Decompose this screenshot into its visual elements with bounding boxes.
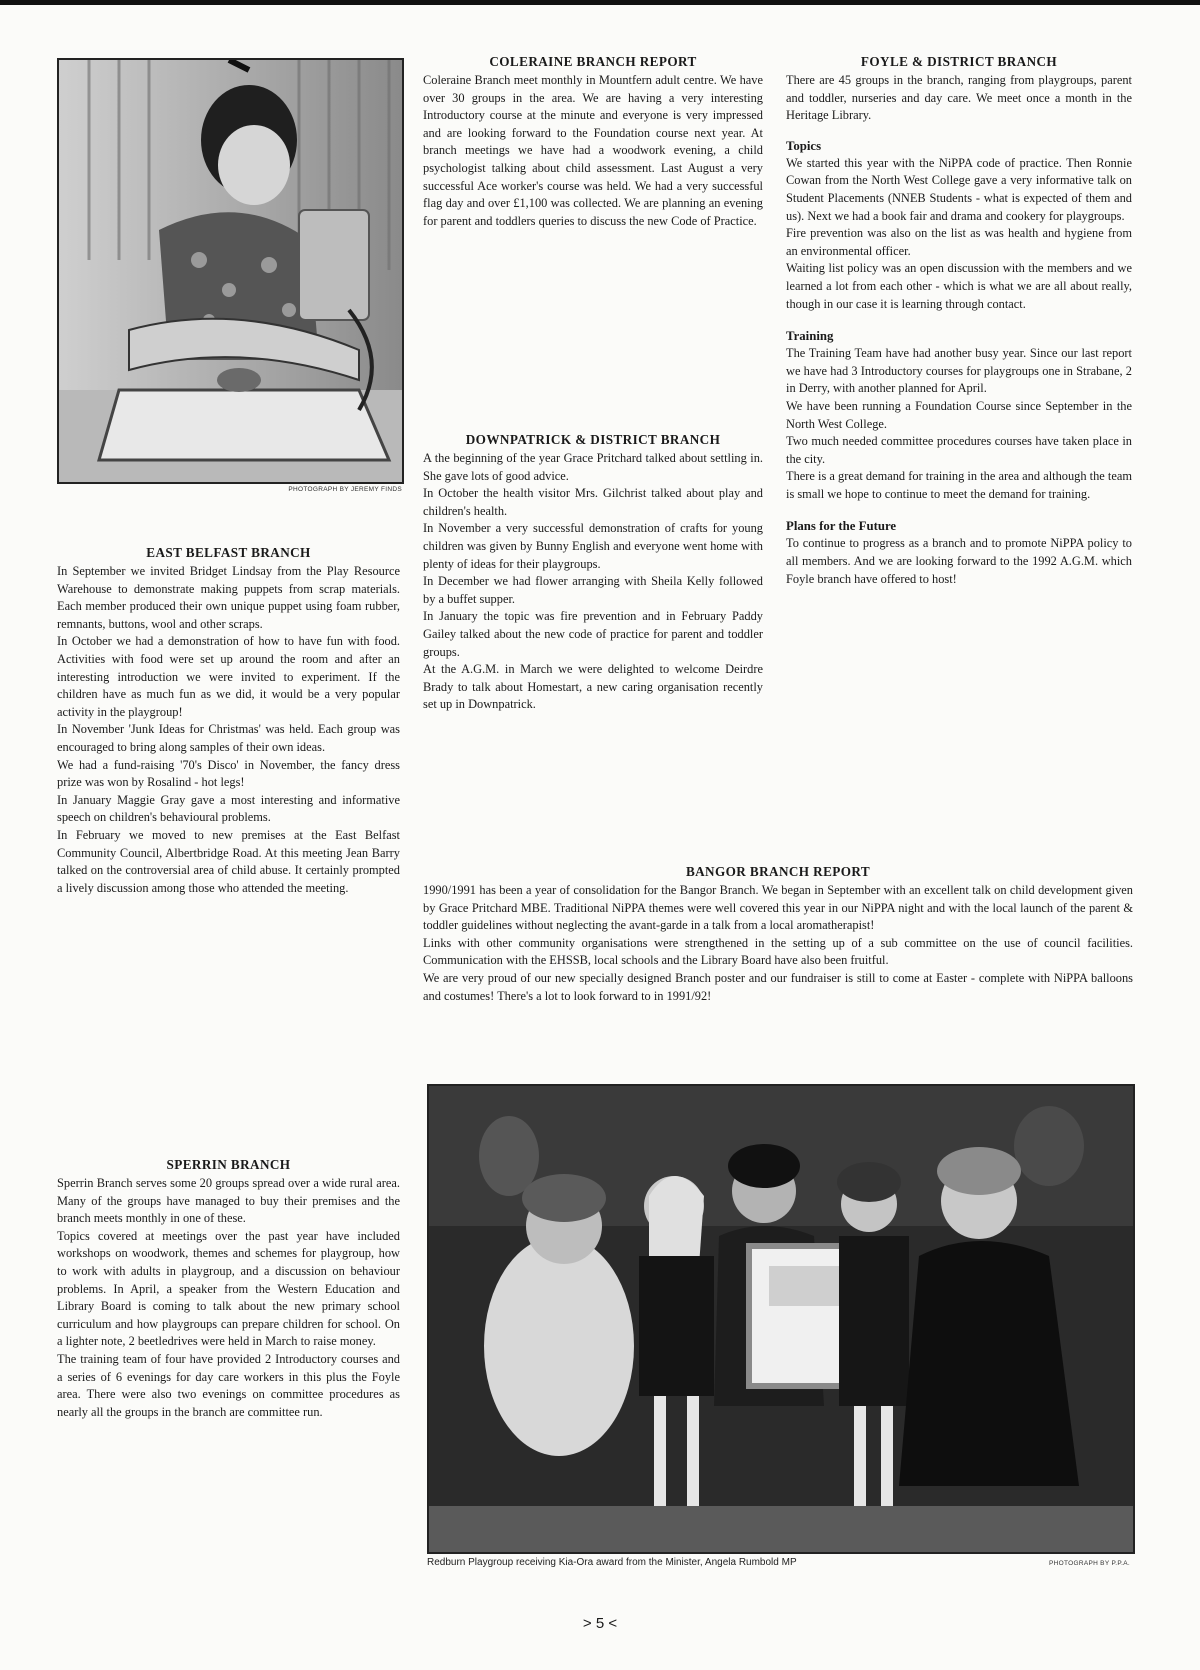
coleraine-para: Coleraine Branch meet monthly in Mountfern adult centre. We have over 30 groups in the area. We are having a very interesting Introductory course at the minute and everyone is very impressed and are looking forward to the Foundation course next year. At branch meetings we have had a woodwork evening, a child psychologist talking about child assessment. Last August a very successful Ace worker's course was held. We had a very successful flag day and over £1,100 was collected. We are planning an evening for parent and toddlers queries to discuss the new Code of Practice. [423,73,763,228]
bangor-para: Links with other community organisations were strengthened in the setting up of a sub committee on the use of council facilities. Communication with the EHSSB, local schools and the Library Board have also been fruitful. [423,935,1133,968]
coleraine-section [423,53,763,230]
foyle-training-para: Two much needed committee procedures courses have taken place in the city. [786,434,1132,466]
award-photo-caption: Redburn Playgroup receiving Kia-Ora award from the Minister, Angela Rumbold MP [427,1557,797,1568]
page-number: > 5 < [582,1615,618,1632]
bangor-para: 1990/1991 has been a year of consolidation for the Bangor Branch. We began in September with an excellent talk on child development given by Grace Pritchard MBE. Traditional NiPPA themes were well covered this year in our NiPPA night and with the local launch of the parent & toddler guidelines without neglecting the avant-garde in a talk from a local aromatherapist! [423,883,1133,933]
east-belfast-section [57,544,400,897]
sperrin-para: The training team of four have provided 2 Introductory courses and a series of 6 evenings for day care workers in this plus the Foyle area. There were also two evenings on committee procedures as nearly all the groups in the branch are committee run. [57,1351,400,1419]
foyle-topics-heading: Topics [786,138,822,153]
foyle-topics-para: Waiting list policy was an open discussion with the members and we learned a lot from each other - which is what we are all about really, though in our case it is learning through contact. [786,261,1132,311]
foyle-section [786,53,1132,588]
downpatrick-para: In November a very successful demonstration of crafts for young children was given by Bunny English and everyone went home with plenty of ideas for their playgroups. [423,521,763,571]
sperrin-title: SPERRIN BRANCH [166,1157,291,1172]
sperrin-para: Topics covered at meetings over the past year have included workshops on woodwork, themes and schemes for playgroup, how to work with adults in playgroup, and a discussion on behaviour problems. In April, a speaker from the Western Education and Library Board is coming to talk about the new primary school curriculum and how playgroups can prepare children for school. On a lighter note, 2 beetledrives were held in March to raise money. [57,1228,400,1349]
foyle-future-para: To continue to progress as a branch and to promote NiPPA policy to all members. And we are looking forward to the 1992 A.G.M. which Foyle branch have offered to host! [786,536,1132,586]
top-photo-credit: PHOTOGRAPH BY JEREMY FINDS [288,486,402,493]
downpatrick-para: In October the health visitor Mrs. Gilchrist talked about play and children's health. [423,486,763,518]
foyle-topics-para: Fire prevention was also on the list as was health and hygiene from an environmental officer. [786,226,1132,258]
downpatrick-title: DOWNPATRICK & DISTRICT BRANCH [465,432,721,447]
foyle-training-heading: Training [786,329,834,344]
east-belfast-para: We had a fund-raising '70's Disco' in November, the fancy dress prize was won by Rosalind - hot legs! [57,757,400,790]
sperrin-section [57,1156,400,1421]
east-belfast-para: In January Maggie Gray gave a most interesting and informative speech on children's behavioural problems. [57,792,400,825]
foyle-training-para: We have been running a Foundation Course since September in the North West College. [786,398,1132,431]
downpatrick-para: In January the topic was fire prevention and in February Paddy Gailey talked about the new code of practice for parent and toddler groups. [423,609,763,659]
foyle-title: FOYLE & DISTRICT BRANCH [860,54,1058,69]
foyle-intro: There are 45 groups in the branch, ranging from playgroups, parent and toddler, nurseries and day care. We meet once a month in the Heritage Library. [786,73,1132,123]
award-group-photo [427,1084,1135,1554]
east-belfast-para: In November 'Junk Ideas for Christmas' was held. Each group was encouraged to bring along samples of their own ideas. [57,722,400,754]
east-belfast-para: In February we moved to new premises at the East Belfast Community Council, Albertbridge Road. At this meeting Jean Barry talked on the controversial area of child abuse. It certainly prompted a lively discussion among those who attended the meeting. [57,827,400,895]
bangor-title: BANGOR BRANCH REPORT [685,864,871,879]
downpatrick-para: In December we had flower arranging with Sheila Kelly followed by a buffet supper. [423,574,763,606]
child-play-photo-art [59,60,402,482]
foyle-training-para: There is a great demand for training in the area and although the team is small we hope to continue to meet the demand for training. [786,469,1132,501]
downpatrick-para: A the beginning of the year Grace Pritchard talked about settling in. She gave lots of good advice. [423,451,763,483]
top-edge [0,0,1200,5]
award-photo-credit: PHOTOGRAPH BY P.P.A. [1048,1560,1130,1567]
east-belfast-para: In October we had a demonstration of how to have fun with food. Activities with food were set up around the room and after an interesting introduction we were invited to experiment. If the children have as much fun as we did, it would be a very popular activity in the playgroup! [57,634,400,719]
child-play-photo [57,58,404,484]
bangor-para: We are very proud of our new specially designed Branch poster and our fundraiser is still to come at Easter - complete with NiPPA balloons and costumes! There's a lot to look forward to in 1991/92! [423,970,1133,1003]
coleraine-title: COLERAINE BRANCH REPORT [489,54,697,69]
sperrin-para: Sperrin Branch serves some 20 groups spread over a wide rural area. Many of the groups have managed to buy their premises and the branch meets monthly in one of these. [57,1176,400,1226]
foyle-training-para: The Training Team have had another busy year. Since our last report we have had 3 Introductory courses for playgroups one in Strabane, 2 in Derry, with another planned for April. [786,346,1132,396]
award-group-photo-art [429,1086,1133,1552]
east-belfast-para: In September we invited Bridget Lindsay from the Play Resource Warehouse to demonstrate making puppets from scrap materials. Each member produced their own unique puppet using foam rubber, remnants, buttons, wool and other scraps. [57,564,400,631]
downpatrick-section [423,431,763,714]
east-belfast-title: EAST BELFAST BRANCH [146,545,311,560]
foyle-future-heading: Plans for the Future [786,519,897,534]
bangor-section [423,863,1133,1005]
foyle-topics-para: We started this year with the NiPPA code of practice. Then Ronnie Cowan from the North West College gave a very informative talk on Student Placements (NNEB Students - what is expected of them and us). Next we had a book fair and drama and cookery for playgroups. [786,155,1132,223]
downpatrick-para: At the A.G.M. in March we were delighted to welcome Deirdre Brady to talk about Homestart, a new caring organisation recently set up in Downpatrick. [423,662,763,712]
